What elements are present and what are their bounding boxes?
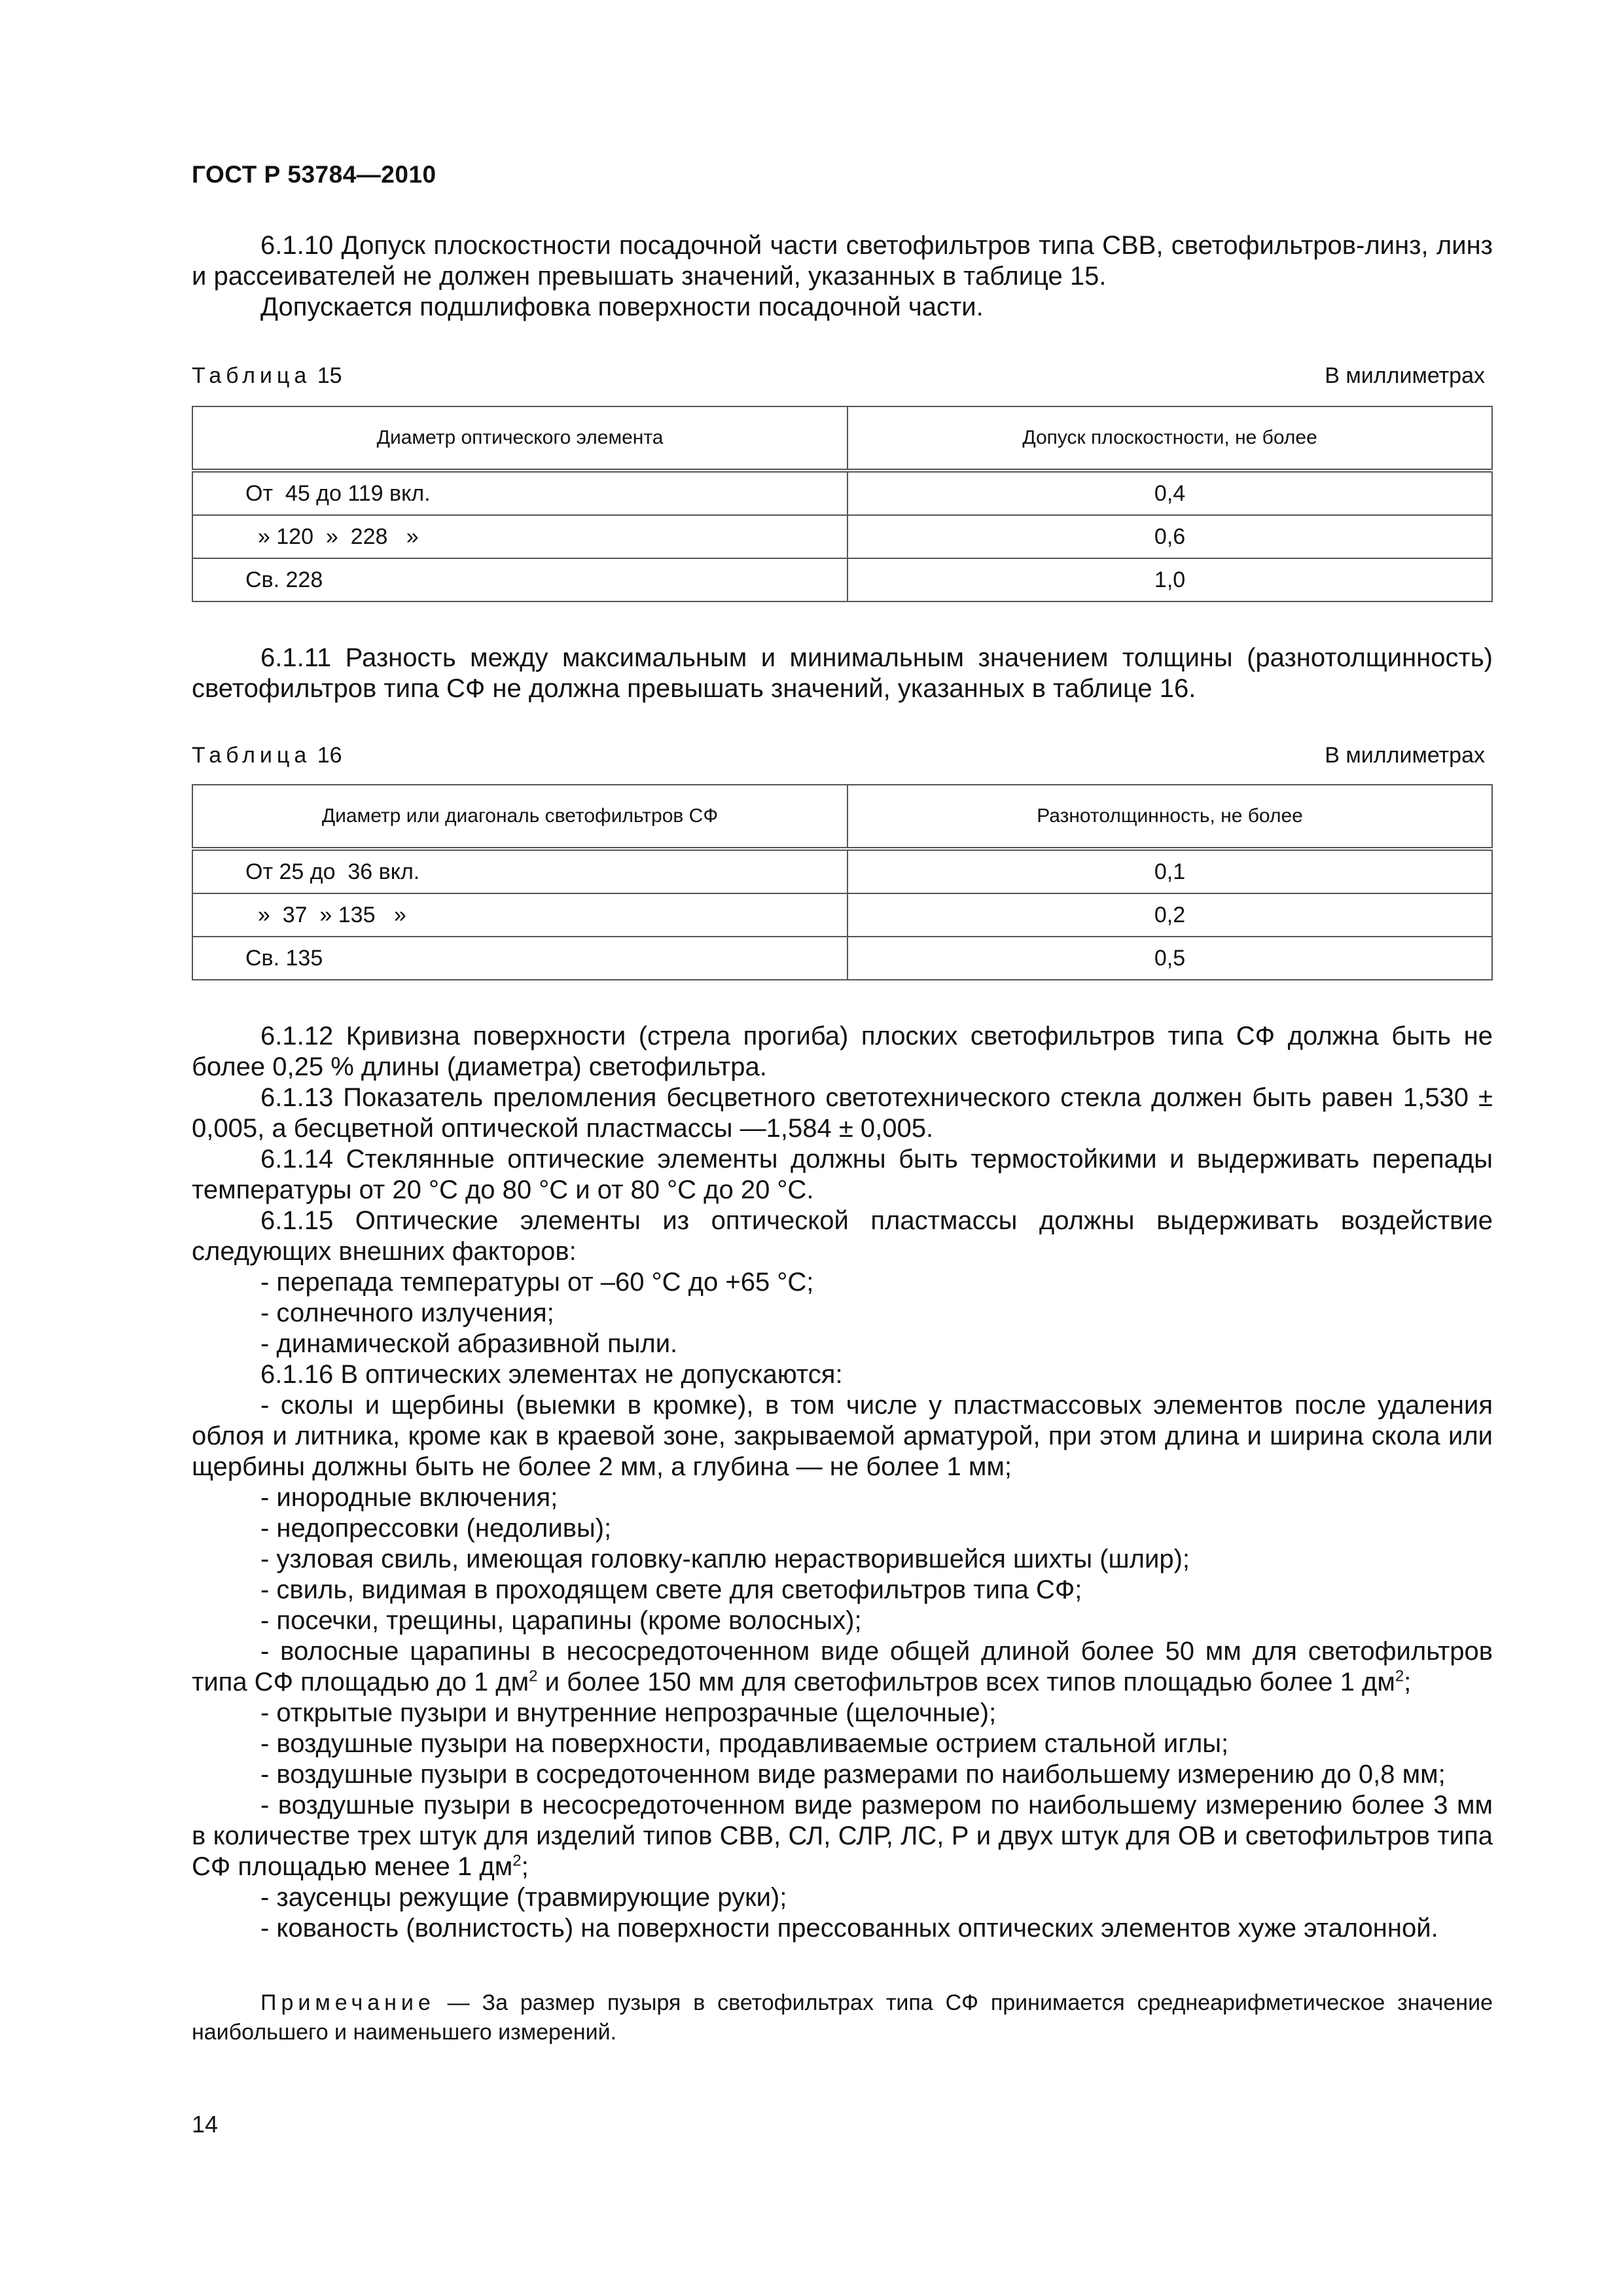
list-item: - солнечного излучения; [260, 1299, 554, 1327]
paragraph-6-1-12: 6.1.12 Кривизна поверхности (стрела прогиба) плоских светофильтров типа СФ должна быть не более 0,25 % длины (диаметра) светофильтра. [192, 1022, 1493, 1081]
column-header: Диаметр оптического элемента [192, 406, 847, 471]
superscript: 2 [1395, 1667, 1404, 1685]
list-item-text: ; [1404, 1668, 1412, 1696]
table-cell: От 45 до 119 вкл. [192, 471, 847, 515]
paragraph-6-1-14: 6.1.14 Стеклянные оптические элементы должны быть термостойкими и выдерживать перепады температуры от 20 °С до 80 °С и от 80 °С до 20 °С. [192, 1145, 1493, 1204]
table-cell: 0,2 [847, 893, 1492, 937]
list-item: - кованость (волнистость) на поверхности прессованных оптических элементов хуже эталонной. [260, 1914, 1438, 1943]
table-15 [192, 406, 1493, 602]
table-header-row [192, 406, 1492, 471]
table-16-number: 16 [317, 743, 342, 768]
list-item: - заусенцы режущие (травмирующие руки); [260, 1883, 787, 1912]
table-row [192, 849, 1492, 893]
table-cell: » 120 » 228 » [192, 515, 847, 558]
table-cell: 0,5 [847, 937, 1492, 980]
superscript: 2 [512, 1852, 522, 1870]
table-16-unit: В миллиметрах [1325, 743, 1485, 768]
list-item: - воздушные пузыри в сосредоточенном виде размерами по наибольшему измерению до 0,8 мм; [260, 1760, 1446, 1789]
table-15-label: Таблица [192, 363, 312, 388]
list-item-hairline-scratches [192, 1636, 1493, 1698]
table-cell: 1,0 [847, 558, 1492, 601]
list-item-text: - воздушные пузыри в несосредоточенном виде размером по наибольшему измерению более 3 мм в количестве трех штук для изделий типов СВВ, СЛ, СЛР, ЛС, Р и двух штук для ОВ и светофильтров типа СФ площадью менее 1 дм [192, 1791, 1493, 1881]
paragraph-6-1-15: 6.1.15 Оптические элементы из оптической пластмассы должны выдерживать воздействие следующих внешних факторов: [192, 1206, 1493, 1266]
page-number: 14 [192, 2111, 219, 2138]
paragraph-6-1-16: 6.1.16 В оптических элементах не допускаются: [260, 1360, 843, 1389]
note-text: — За размер пузыря в светофильтрах типа СФ принимается среднеарифметическое значение наибольшего и наименьшего измерений. [192, 1990, 1493, 2045]
superscript: 2 [529, 1667, 538, 1685]
table-15-unit: В миллиметрах [1325, 363, 1485, 388]
table-row [192, 471, 1492, 515]
table-cell: » 37 » 135 » [192, 893, 847, 937]
note-label: Примечание [260, 1990, 435, 2015]
list-item: - воздушные пузыри на поверхности, продавливаемые острием стальной иглы; [260, 1729, 1229, 1758]
list-item: - сколы и щербины (выемки в кромке), в том числе у пластмассовых элементов после удаления облоя и литника, кроме как в краевой зоне, закрываемой арматурой, при этом длина и ширина скола или щербины должны быть не более 2 мм, а глубина — не более 1 мм; [192, 1391, 1493, 1481]
list-item: - перепада температуры от –60 °С до +65 °С; [260, 1268, 814, 1297]
column-header: Допуск плоскостности, не более [847, 406, 1492, 471]
table-16 [192, 784, 1493, 980]
column-header: Разнотолщинность, не более [847, 785, 1492, 849]
sections-6-1-12-to-6-1-16 [192, 1021, 1493, 1944]
list-item: - открытые пузыри и внутренние непрозрачные (щелочные); [260, 1698, 997, 1727]
table-cell: Св. 228 [192, 558, 847, 601]
list-item: - свиль, видимая в проходящем свете для светофильтров типа СФ; [260, 1575, 1082, 1604]
list-item: - недопрессовки (недоливы); [260, 1514, 612, 1543]
list-item: - динамической абразивной пыли. [260, 1329, 678, 1358]
table-row [192, 893, 1492, 937]
list-item: - инородные включения; [260, 1483, 558, 1512]
table-16-caption [192, 743, 1493, 768]
table-cell: Св. 135 [192, 937, 847, 980]
list-item-text: ; [521, 1852, 529, 1881]
paragraph-6-1-13: 6.1.13 Показатель преломления бесцветного светотехнического стекла должен быть равен 1,530 ± 0,005, а бесцветной оптической пластмассы —1,584 ± 0,005. [192, 1083, 1493, 1143]
table-15-number: 15 [317, 363, 342, 388]
table-row [192, 937, 1492, 980]
list-item-text: - волосные царапины в несосредоточенном виде общей длиной более 50 мм для светофильтров типа СФ площадью до 1 дм [192, 1637, 1493, 1696]
table-cell: 0,1 [847, 849, 1492, 893]
table-row [192, 558, 1492, 601]
table-16-label: Таблица [192, 743, 312, 768]
table-row [192, 515, 1492, 558]
table-cell: 0,6 [847, 515, 1492, 558]
list-item: - посечки, трещины, царапины (кроме волосных); [260, 1606, 862, 1635]
standard-number-header: ГОСТ Р 53784—2010 [192, 161, 437, 188]
paragraph-6-1-10: 6.1.10 Допуск плоскостности посадочной части светофильтров типа СВВ, светофильтров-линз, линз и рассеивателей не должен превышать значений, указанных в таблице 15. [192, 231, 1493, 291]
section-6-1-11 [192, 643, 1493, 704]
note [192, 1988, 1493, 2047]
table-15-caption [192, 363, 1493, 389]
column-header: Диаметр или диагональ светофильтров СФ [192, 785, 847, 849]
table-cell: От 25 до 36 вкл. [192, 849, 847, 893]
paragraph-grinding-allowed: Допускается подшлифовка поверхности посадочной части. [260, 293, 984, 321]
table-header-row [192, 785, 1492, 849]
list-item-air-bubbles [192, 1790, 1493, 1882]
list-item-text: и более 150 мм для светофильтров всех типов площадью более 1 дм [537, 1668, 1395, 1696]
table-cell: 0,4 [847, 471, 1492, 515]
paragraph-6-1-11: 6.1.11 Разность между максимальным и минимальным значением толщины (разнотолщинность) светофильтров типа СФ не должна превышать значений, указанных в таблице 16. [192, 643, 1493, 703]
section-6-1-10 [192, 230, 1493, 323]
list-item: - узловая свиль, имеющая головку-каплю нерастворившейся шихты (шлир); [260, 1545, 1190, 1573]
